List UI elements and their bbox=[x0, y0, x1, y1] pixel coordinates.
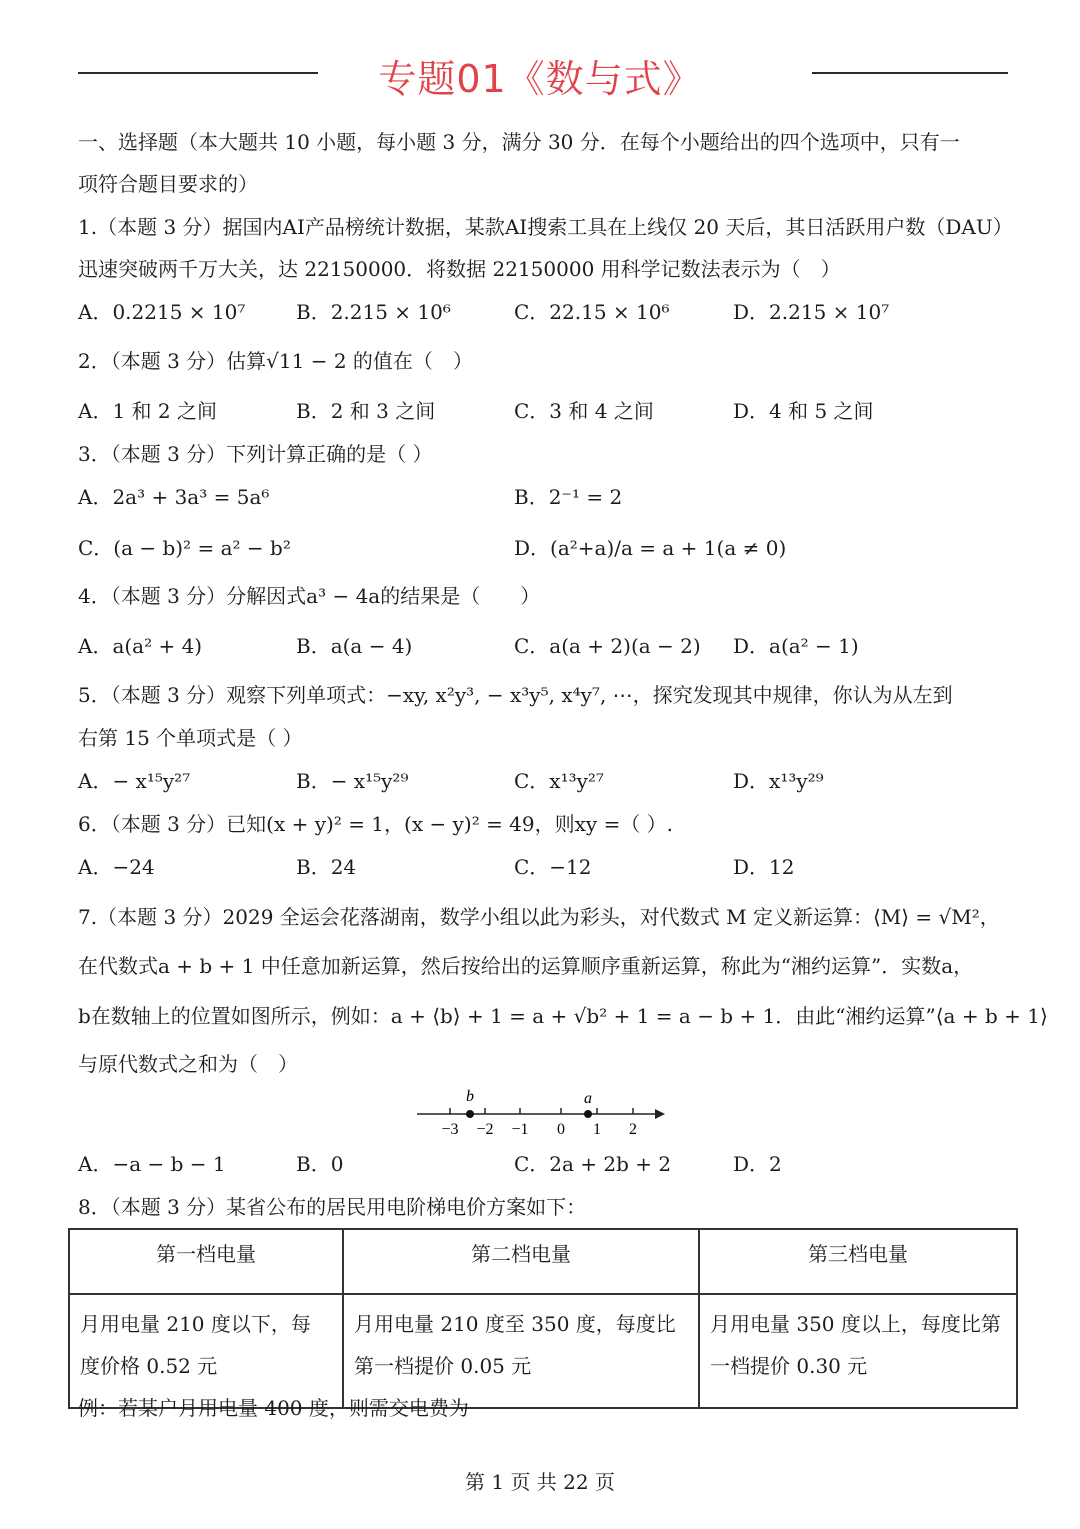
q5-line1: 5．（本题 3 分）观察下列单项式：−xy, x²y³, − x³y⁵, x⁴y⁷, ⋯，探究发现其中规律，你认为从左到 bbox=[78, 683, 953, 707]
q6-stem: 6．（本题 3 分）已知(x + y)² = 1，(x − y)² = 49，则xy =（ ）. bbox=[78, 812, 674, 836]
tick-label: −3 bbox=[441, 1121, 459, 1138]
title-rule-right bbox=[812, 72, 1008, 74]
q7-line2: 在代数式a + b + 1 中任意加新运算，然后按给出的运算顺序重新运算，称此为“湘约运算”．实数a， bbox=[78, 954, 974, 978]
q3-option-a: A．2a³ + 3a³ = 5a⁶ bbox=[78, 485, 270, 509]
table-cell-line: 月用电量 210 度以下，每 bbox=[80, 1312, 311, 1336]
tick-label: −2 bbox=[476, 1121, 494, 1138]
tick-label: 2 bbox=[629, 1121, 637, 1138]
q4-option-a: A．a(a² + 4) bbox=[78, 634, 203, 658]
q5-option-c: C．x¹³y²⁷ bbox=[514, 769, 604, 793]
q2-option-c: C．3 和 4 之间 bbox=[514, 399, 654, 423]
q7-option-b: B．0 bbox=[296, 1152, 344, 1176]
q6-option-a: A．−24 bbox=[78, 855, 155, 879]
q7-option-a: A．−a − b − 1 bbox=[78, 1152, 226, 1176]
table-cell bbox=[69, 1294, 343, 1408]
q5-line2: 右第 15 个单项式是（ ） bbox=[78, 726, 303, 750]
tick-label: 0 bbox=[557, 1121, 565, 1138]
table-row bbox=[69, 1294, 1017, 1408]
q2-option-b: B．2 和 3 之间 bbox=[296, 399, 436, 423]
q2-stem: 2．（本题 3 分）估算√11 − 2 的值在（ ） bbox=[78, 349, 473, 373]
q5-option-d: D．x¹³y²⁹ bbox=[733, 769, 824, 793]
section-header-line2: 项符合题目要求的） bbox=[78, 172, 258, 196]
q3-option-c: C．(a − b)² = a² − b² bbox=[78, 536, 291, 560]
q4-option-d: D．a(a² − 1) bbox=[733, 634, 859, 658]
q6-option-c: C．−12 bbox=[514, 855, 592, 879]
q3-option-d: D．(a²+a)/a = a + 1(a ≠ 0) bbox=[514, 536, 787, 560]
q1-option-d: D．2.215 × 10⁷ bbox=[733, 300, 890, 324]
q7-line4: 与原代数式之和为（ ） bbox=[78, 1052, 298, 1076]
table-header-cell: 第二档电量 bbox=[343, 1229, 699, 1294]
q7-option-d: D．2 bbox=[733, 1152, 782, 1176]
q1-line1: 1.（本题 3 分）据国内AI产品榜统计数据，某款AI搜索工具在上线仅 20 天后，其日活跃用户数（DAU） bbox=[78, 215, 1013, 239]
point-a-label: a bbox=[584, 1090, 592, 1107]
tick-label: 1 bbox=[593, 1121, 601, 1138]
number-line-arrow bbox=[655, 1109, 665, 1119]
table-cell-line: 一档提价 0.30 元 bbox=[710, 1354, 868, 1378]
q1-option-a: A．0.2215 × 10⁷ bbox=[78, 300, 246, 324]
q2-option-d: D．4 和 5 之间 bbox=[733, 399, 874, 423]
table-cell bbox=[343, 1294, 699, 1408]
q4-option-b: B．a(a − 4) bbox=[296, 634, 413, 658]
electricity-price-table bbox=[68, 1228, 1018, 1409]
q1-option-c: C．22.15 × 10⁶ bbox=[514, 300, 670, 324]
q3-option-b: B．2⁻¹ = 2 bbox=[514, 485, 623, 509]
q7-line3: b在数轴上的位置如图所示，例如：a + ⟨b⟩ + 1 = a + √b² + 1 = a − b + 1．由此“湘约运算”⟨a + b + 1⟩ bbox=[78, 1004, 1048, 1028]
page-footer: 第 1 页 共 22 页 bbox=[465, 1470, 615, 1494]
q1-option-b: B．2.215 × 10⁶ bbox=[296, 300, 451, 324]
table-header-row bbox=[69, 1229, 1017, 1294]
table-cell-line: 月用电量 350 度以上，每度比第 bbox=[710, 1312, 1001, 1336]
table-cell-line: 度价格 0.52 元 bbox=[80, 1354, 218, 1378]
q6-option-b: B．24 bbox=[296, 855, 357, 879]
tick-label: −1 bbox=[511, 1121, 529, 1138]
table-header-cell: 第三档电量 bbox=[699, 1229, 1017, 1294]
q5-option-a: A．− x¹⁵y²⁷ bbox=[78, 769, 191, 793]
q8-example: 例：若某户月用电量 400 度，则需交电费为 bbox=[78, 1396, 469, 1420]
table-cell-line: 第一档提价 0.05 元 bbox=[354, 1354, 532, 1378]
q7-option-c: C．2a + 2b + 2 bbox=[514, 1152, 672, 1176]
point-b bbox=[466, 1110, 474, 1118]
q1-line2: 迅速突破两千万大关，达 22150000．将数据 22150000 用科学记数法表示为（ ） bbox=[78, 257, 841, 281]
table-cell bbox=[699, 1294, 1017, 1408]
q8-stem: 8．（本题 3 分）某省公布的居民用电阶梯电价方案如下： bbox=[78, 1195, 587, 1219]
q5-option-b: B．− x¹⁵y²⁹ bbox=[296, 769, 409, 793]
section-header-line1: 一、选择题（本大题共 10 小题，每小题 3 分，满分 30 分．在每个小题给出的四个选项中，只有一 bbox=[78, 130, 960, 154]
point-a bbox=[584, 1110, 592, 1118]
q3-stem: 3．（本题 3 分）下列计算正确的是（ ） bbox=[78, 442, 433, 466]
table-header-cell: 第一档电量 bbox=[69, 1229, 343, 1294]
q2-option-a: A．1 和 2 之间 bbox=[78, 399, 217, 423]
q4-option-c: C．a(a + 2)(a − 2) bbox=[514, 634, 701, 658]
number-line-figure bbox=[415, 1086, 675, 1142]
table-cell-line: 月用电量 210 度至 350 度，每度比 bbox=[354, 1312, 676, 1336]
point-b-label: b bbox=[466, 1088, 474, 1105]
q4-stem: 4．（本题 3 分）分解因式a³ − 4a的结果是（ ） bbox=[78, 584, 541, 608]
q7-line1: 7.（本题 3 分）2029 全运会花落湖南，数学小组以此为彩头，对代数式 M 定义新运算：⟨M⟩ = √M²， bbox=[78, 905, 1000, 929]
q6-option-d: D．12 bbox=[733, 855, 795, 879]
page-title: 专题01《数与式》 bbox=[378, 57, 702, 101]
